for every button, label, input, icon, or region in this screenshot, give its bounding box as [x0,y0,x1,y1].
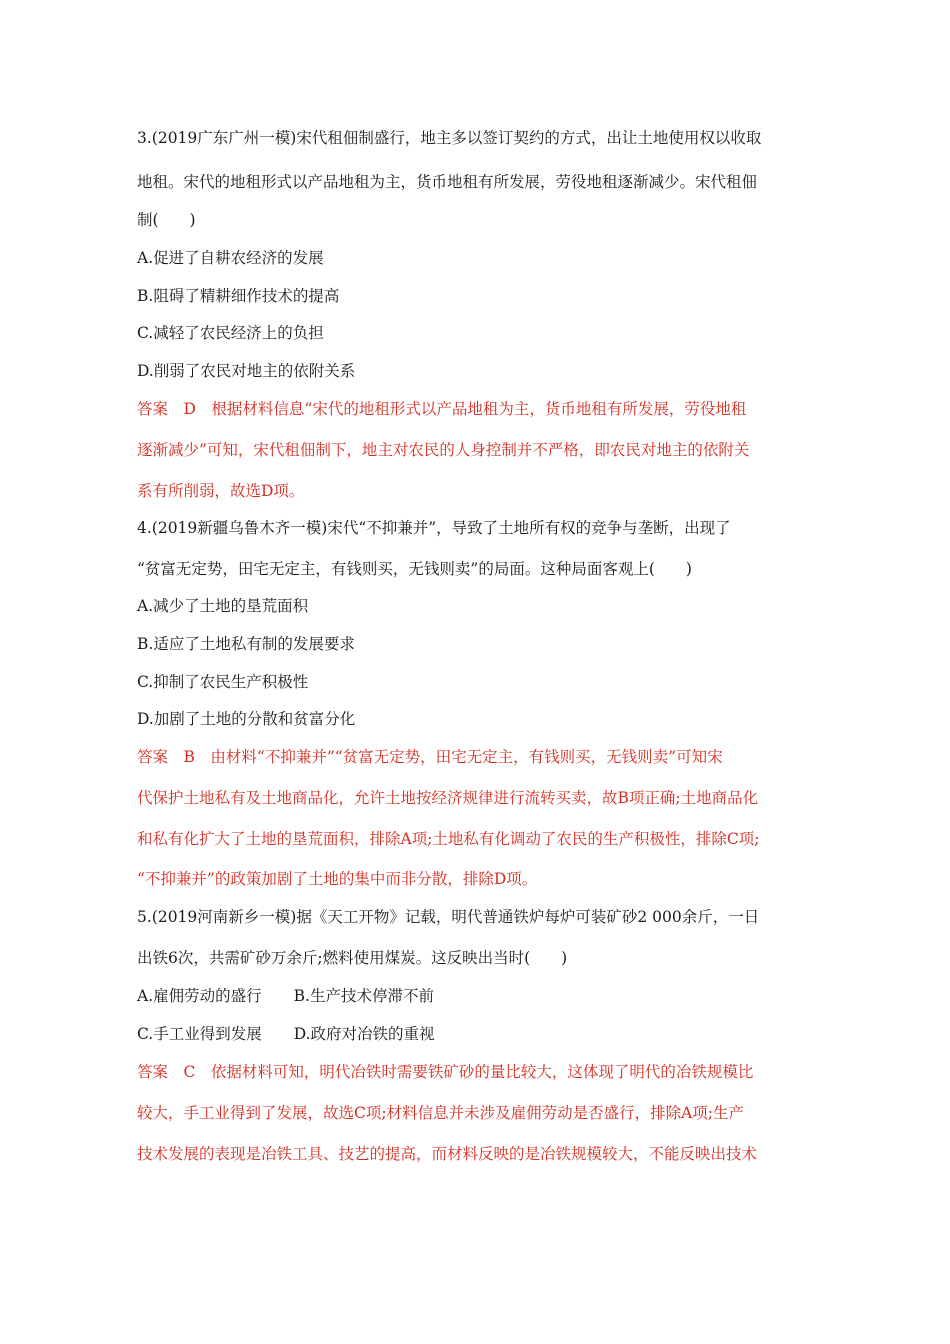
q5-stem-line-2: 出铁6次，共需矿砂万余斤;燃料使用煤炭。这反映出当时( ) [137,949,568,967]
q5-options-row-1 [137,986,434,1006]
q3-option-c: C.减轻了农民经济上的负担 [137,324,324,342]
q3-stem-line-1: 3.(2019广东广州一模)宋代租佃制盛行，地主多以签订契约的方式，出让土地使用权以收取 [137,129,762,147]
q5-answer-line-2: 较大，手工业得到了发展，故选C项;材料信息并未涉及雇佣劳动是否盛行，排除A项;生产 [137,1104,745,1122]
q4-answer-line-3: 和私有化扩大了土地的垦荒面积，排除A项;土地私有化调动了农民的生产积极性，排除C项; [137,830,760,848]
q4-answer-line-2: 代保护土地私有及土地商品化，允许土地按经济规律进行流转买卖，故B项正确;土地商品化 [137,789,759,807]
q5-answer-line-1: 答案 C 依据材料可知，明代冶铁时需要铁矿砂的量比较大，这体现了明代的冶铁规模比 [137,1063,754,1081]
q3-answer-line-2: 逐渐减少”可知，宋代租佃制下，地主对农民的人身控制并不严格，即农民对地主的依附关 [137,441,750,459]
q5-option-c: C.手工业得到发展 [137,1025,262,1043]
q5-option-d: D.政府对冶铁的重视 [293,1025,435,1043]
q3-stem-line-3: 制( ) [137,211,196,229]
q5-answer-line-3: 技术发展的表现是冶铁工具、技艺的提高，而材料反映的是冶铁规模较大，不能反映出技术 [137,1145,758,1163]
q5-stem-line-1: 5.(2019河南新乡一模)据《天工开物》记载，明代普通铁炉每炉可装矿砂2 000余斤，一日 [137,908,760,926]
q4-answer-line-1: 答案 B 由材料“不抑兼并”“贫富无定势，田宅无定主，有钱则买，无钱则卖”可知宋 [137,748,723,766]
q4-answer-line-4: “不抑兼并”的政策加剧了土地的集中而非分散，排除D项。 [137,870,538,888]
q4-option-c: C.抑制了农民生产积极性 [137,673,309,691]
q5-options-row-2 [137,1024,435,1044]
q4-stem-line-1: 4.(2019新疆乌鲁木齐一模)宋代“不抑兼并”，导致了土地所有权的竞争与垄断，出现了 [137,519,731,537]
q4-option-d: D.加剧了土地的分散和贫富分化 [137,710,356,728]
q3-option-d: D.削弱了农民对地主的依附关系 [137,362,356,380]
q3-answer-line-3: 系有所削弱，故选D项。 [137,482,305,500]
q3-stem-line-2: 地租。宋代的地租形式以产品地租为主，货币地租有所发展，劳役地租逐渐减少。宋代租佃 [137,173,758,191]
q4-option-b: B.适应了土地私有制的发展要求 [137,635,355,653]
q5-option-a: A.雇佣劳动的盛行 [137,987,262,1005]
q3-option-b: B.阻碍了精耕细作技术的提高 [137,287,340,305]
q4-option-a: A.减少了土地的垦荒面积 [137,597,309,615]
q5-option-b: B.生产技术停滞不前 [293,987,434,1005]
q3-option-a: A.促进了自耕农经济的发展 [137,249,324,267]
q4-stem-line-2: “贫富无定势，田宅无定主，有钱则买，无钱则卖”的局面。这种局面客观上( ) [137,560,692,578]
q3-answer-line-1: 答案 D 根据材料信息“宋代的地租形式以产品地租为主，货币地租有所发展，劳役地租 [137,400,747,418]
